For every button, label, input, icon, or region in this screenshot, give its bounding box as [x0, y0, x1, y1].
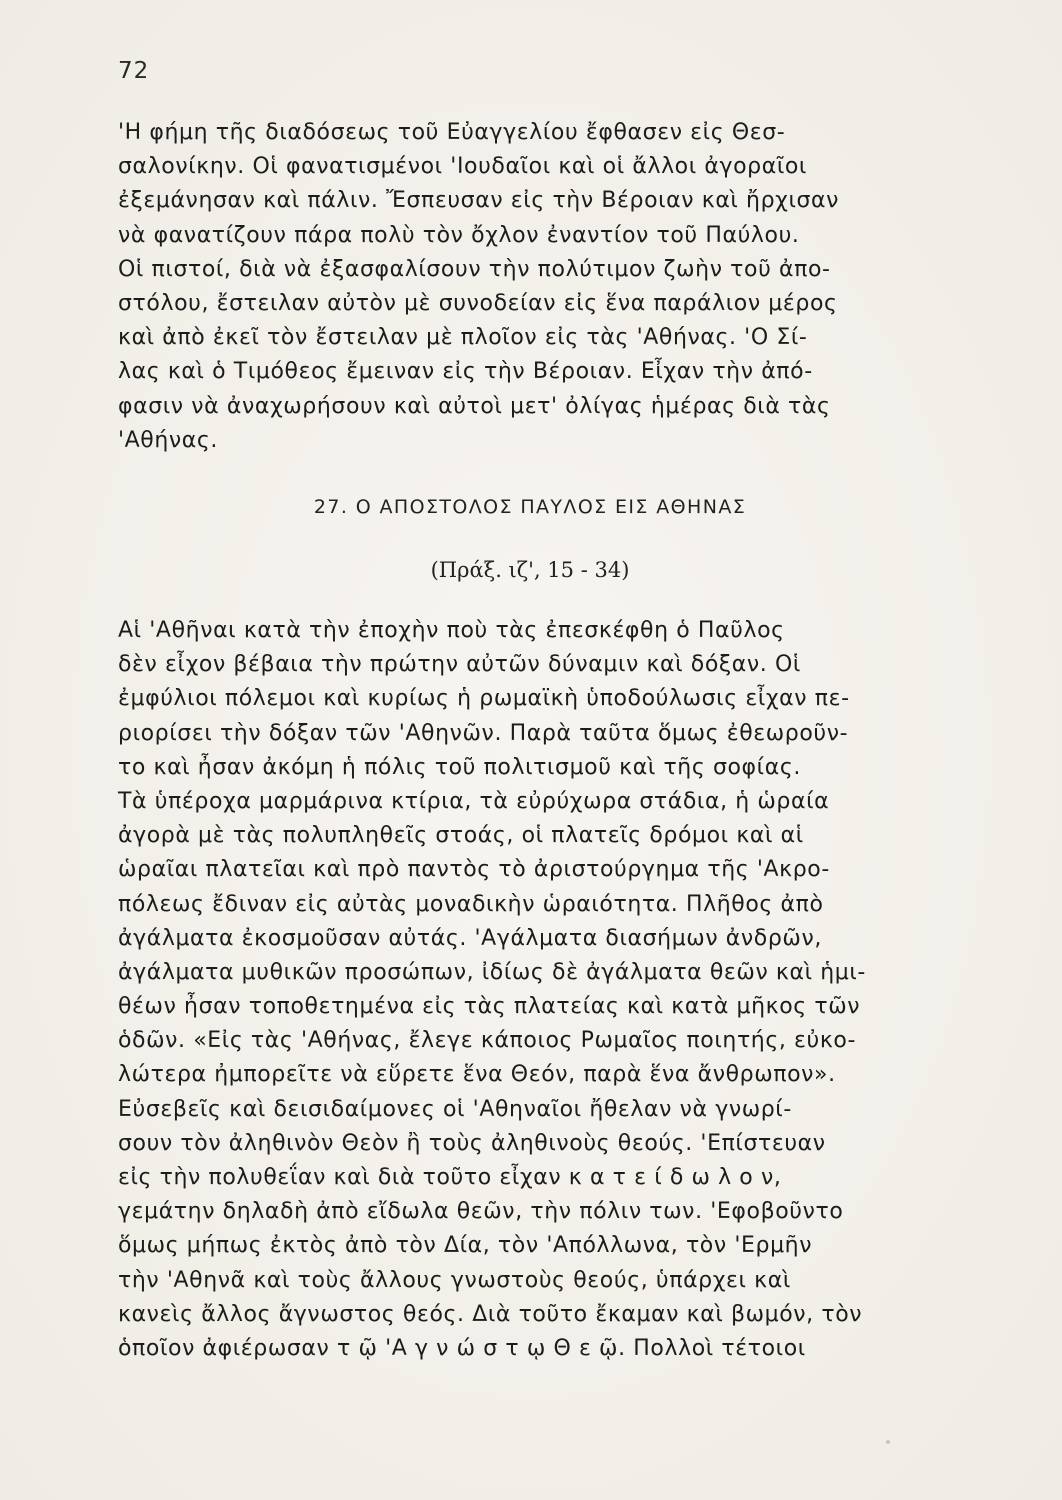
paragraph-2: [118, 614, 1008, 1366]
text-line: ὁποῖον ἀφιέρωσαν τ ῷ 'Α γ ν ώ σ τ ῳ Θ ε ῷ. Πολλοὶ τέτοιοι: [118, 1335, 806, 1361]
text-line: εἰς τὴν πολυθεΐαν καὶ διὰ τοῦτο εἶχαν κ α τ ε ί δ ω λ ο ν,: [118, 1165, 782, 1190]
text-line: κανεὶς ἄλλος ἄγνωστος θεός. Διὰ τοῦτο ἔκαμαν καὶ βωμόν, τὸν: [118, 1301, 863, 1327]
text-line: καὶ ἀπὸ ἐκεῖ τὸν ἔστειλαν μὲ πλοῖον εἰς τὰς 'Αθήνας. 'Ο Σί-: [118, 325, 808, 351]
text-line: στόλου, ἔστειλαν αὐτὸν μὲ συνοδείαν εἰς ἕνα παράλιον μέρος: [118, 290, 838, 316]
text-line: Τὰ ὑπέροχα μαρμάρινα κτίρια, τὰ εὐρύχωρα στάδια, ἡ ὡραία: [118, 788, 830, 814]
text-line: 'Αθήνας.: [118, 427, 218, 453]
text-line: ὁδῶν. «Εἰς τὰς 'Αθήνας, ἔλεγε κάποιος Ρωμαῖος ποιητής, εὐκο-: [118, 1028, 857, 1054]
page-number: 72: [118, 58, 150, 84]
section-reference: (Πράξ. ιζ', 15 - 34): [430, 558, 630, 582]
text-line: ὡραῖαι πλατεῖαι καὶ πρὸ παντὸς τὸ ἀριστούργημα τῆς 'Ακρο-: [118, 857, 830, 883]
text-line: Οἱ πιστοί, διὰ νὰ ἐξασφαλίσουν τὴν πολύτιμον ζωὴν τοῦ ἀπο-: [118, 256, 831, 282]
section-heading: 27. Ο ΑΠΟΣΤΟΛΟΣ ΠΑΥΛΟΣ ΕΙΣ ΑΘΗΝΑΣ: [313, 496, 747, 518]
text-line: Εὐσεβεῖς καὶ δεισιδαίμονες οἱ 'Αθηναῖοι ἤθελαν νὰ γνωρί-: [118, 1096, 792, 1122]
text-line: ἐμφύλιοι πόλεμοι καὶ κυρίως ἡ ρωμαϊκὴ ὑποδούλωσις εἶχαν πε-: [118, 686, 850, 712]
text-line: λώτερα ἠμπορεῖτε νὰ εὕρετε ἕνα Θεόν, παρὰ ἕνα ἄνθρωπον».: [118, 1062, 836, 1088]
text-line: λας καὶ ὁ Τιμόθεος ἔμειναν εἰς τὴν Βέροιαν. Εἶχαν τὴν ἀπό-: [118, 359, 813, 385]
text-line: ἀγορὰ μὲ τὰς πολυπληθεῖς στοάς, οἱ πλατεῖς δρόμοι καὶ αἱ: [118, 823, 804, 849]
text-line: δὲν εἶχον βέβαια τὴν πρώτην αὐτῶν δύναμιν καὶ δόξαν. Οἱ: [118, 652, 801, 678]
text-line: θέων ἦσαν τοποθετημένα εἰς τὰς πλατείας καὶ κατὰ μῆκος τῶν: [118, 994, 861, 1020]
text-line: φασιν νὰ ἀναχωρήσουν καὶ αὐτοὶ μετ' ὀλίγας ἡμέρας διὰ τὰς: [118, 393, 831, 419]
text-line: τὴν 'Αθηνᾶ καὶ τοὺς ἄλλους γνωστοὺς θεούς, ὑπάρχει καὶ: [118, 1267, 791, 1293]
text-line: πόλεως ἔδιναν εἰς αὐτὰς μοναδικὴν ὡραιότητα. Πλῆθος ἀπὸ: [118, 891, 824, 917]
text-line: ἀγάλματα μυθικῶν προσώπων, ἰδίως δὲ ἀγάλματα θεῶν καὶ ἡμι-: [118, 959, 866, 985]
text-line: το καὶ ἦσαν ἀκόμη ἡ πόλις τοῦ πολιτισμοῦ καὶ τῆς σοφίας.: [118, 754, 801, 780]
text-line: σουν τὸν ἀληθινὸν Θεὸν ἢ τοὺς ἀληθινοὺς θεούς. 'Επίστευαν: [118, 1130, 826, 1156]
paper-speck: [886, 1440, 890, 1444]
text-line: ριορίσει τὴν δόξαν τῶν 'Αθηνῶν. Παρὰ ταῦτα ὅμως ἐθεωροῦν-: [118, 720, 849, 746]
text-line: ἀγάλματα ἐκοσμοῦσαν αὐτάς. 'Αγάλματα διασήμων ἀνδρῶν,: [118, 925, 822, 951]
text-line: ἐξεμάνησαν καὶ πάλιν. Ἔσπευσαν εἰς τὴν Βέροιαν καὶ ἤρχισαν: [118, 188, 840, 214]
text-line: ὅμως μήπως ἐκτὸς ἀπὸ τὸν Δία, τὸν 'Απόλλωνα, τὸν 'Ερμῆν: [118, 1233, 813, 1259]
text-line: σαλονίκην. Οἱ φανατισμένοι 'Ιουδαῖοι καὶ οἱ ἄλλοι ἀγοραῖοι: [118, 154, 807, 180]
text-line: 'Η φήμη τῆς διαδόσεως τοῦ Εὐαγγελίου ἔφθασεν εἰς Θεσ-: [118, 120, 786, 145]
text-line: Αἱ 'Αθῆναι κατὰ τὴν ἐποχὴν ποὺ τὰς ἐπεσκέφθη ὁ Παῦλος: [118, 618, 785, 643]
paragraph-1: [118, 116, 1008, 458]
text-line: γεμάτην δηλαδὴ ἀπὸ εἴδωλα θεῶν, τὴν πόλιν των. 'Εφοβοῦντο: [118, 1199, 844, 1225]
text-line: νὰ φανατίζουν πάρα πολὺ τὸν ὄχλον ἐναντίον τοῦ Παύλου.: [118, 222, 800, 248]
